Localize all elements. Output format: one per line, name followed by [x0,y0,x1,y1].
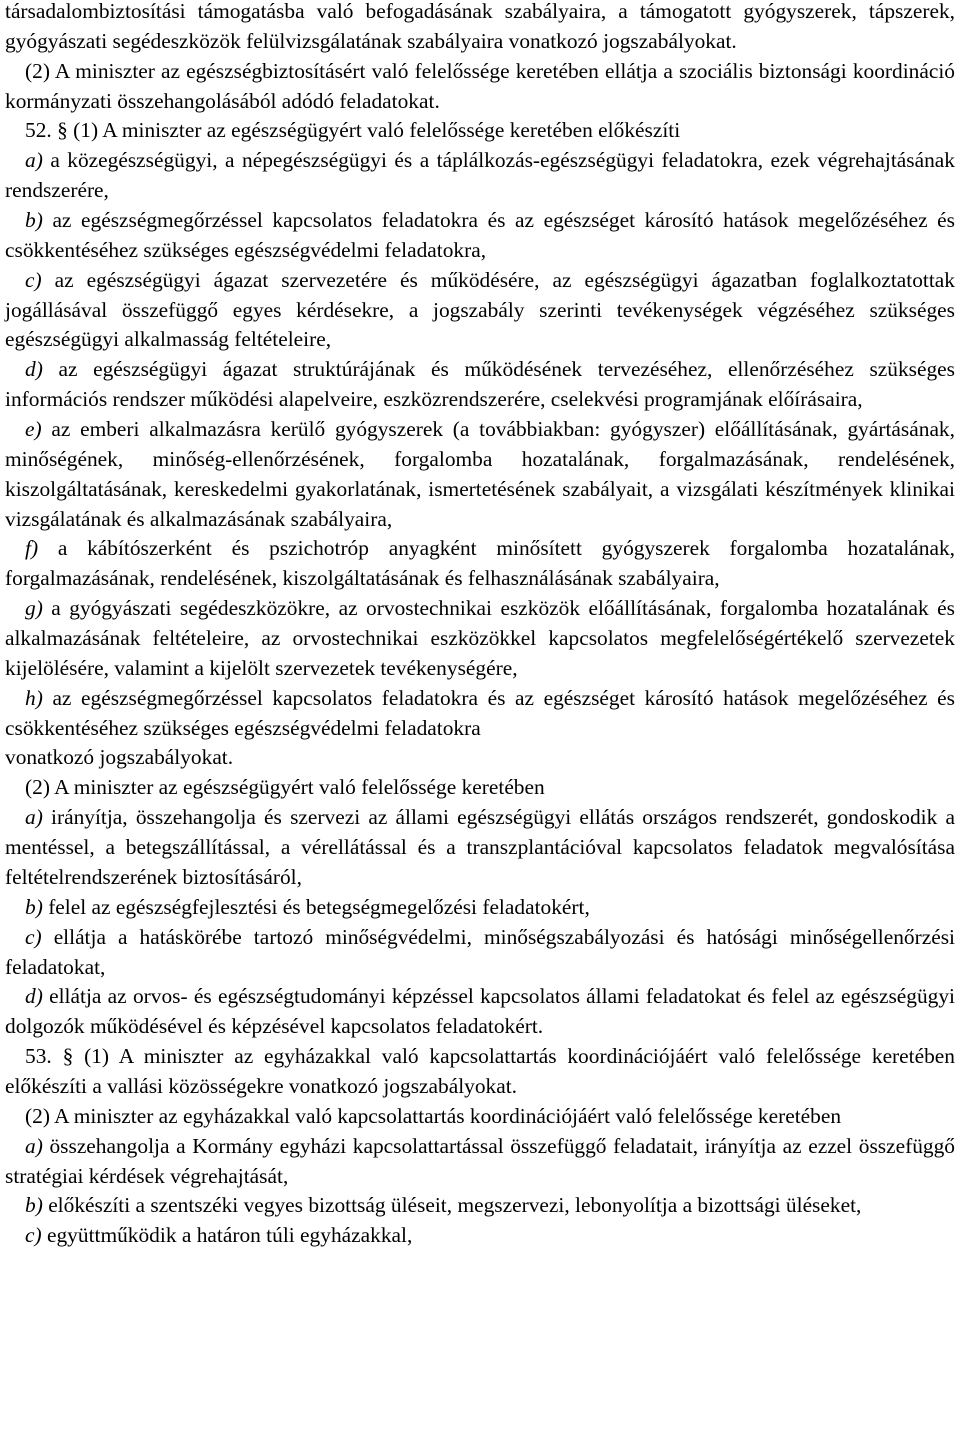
paragraph-text: a kábítószerként és pszichotróp anyagként minősített gyógyszerek forgalomba hozatalának, forgalmazásának, rendelésének, kiszolgáltatásának és felhasználásának szabályaira, [5,536,955,591]
paragraph-s52-1f [5,534,955,594]
paragraph-s52-1 [5,116,955,146]
paragraph-text: a közegészségügyi, a népegészségügyi és a táplálkozás-egészségügyi feladatokra, ezek végrehajtásának rendszerére, [5,148,955,203]
paragraph-text: vonatkozó jogszabályokat. [5,745,234,770]
list-marker: d) [25,984,43,1009]
paragraph-s53-2c [5,1221,955,1251]
paragraph-text: az egészségmegőrzéssel kapcsolatos feladatokra és az egészséget károsító hatások megelőzéséhez és csökkentéséhez szükséges egészségvédelmi feladatokra, [5,208,955,262]
list-marker: f) [25,536,39,561]
list-marker: c) [25,924,42,949]
paragraph-s53-2a [5,1132,955,1192]
list-marker: c) [25,267,42,292]
paragraph-text: (2) A miniszter az egészségügyért való felelőssége keretében [25,775,545,800]
paragraph-s52-1h [5,684,955,744]
list-marker: c) [25,1223,42,1248]
section-number: 53. § [25,1044,74,1069]
section-number: 52. § [25,118,68,143]
paragraph-text: összehangolja a Kormány egyházi kapcsolattartással összefüggő feladatait, irányítja az ezzel összefüggő stratégiai kérdések végrehajtását, [5,1133,955,1188]
paragraph-s53-2b [5,1191,955,1221]
paragraph-s52-1a [5,146,955,206]
paragraph-s52-1c [5,266,955,356]
paragraph-text: az egészségügyi ágazat struktúrájának és működésének tervezéséhez, ellenőrzéséhez szükséges információs rendszer működési alapelveire, eszközrendszerére, cselekvési programjának előírásaira, [5,357,955,412]
paragraph-text: előkészíti a szentszéki vegyes bizottság üléseit, megszervezi, lebonyolítja a bizottsági üléseket, [48,1193,862,1218]
paragraph-s52-2c [5,923,955,983]
document-page [5,0,955,1251]
paragraph-text: felel az egészségfejlesztési és betegségmegelőzési feladatokért, [48,894,590,919]
paragraph-text: (2) A miniszter az egészségbiztosításért való felelőssége keretében ellátja a szociális biztonsági koordináció kormányzati összehangolásából adódó feladatokat. [5,58,955,113]
paragraph-text: ellátja az orvos- és egészségtudományi képzéssel kapcsolatos állami feladatokat és felel az egészségügyi dolgozók működésével és képzésével kapcsolatos feladatokért. [5,984,955,1039]
paragraph-text: az emberi alkalmazásra kerülő gyógyszerek (a továbbiakban: gyógyszer) előállításának, gyártásának, minőségének, minőség-ellenőrzésének, forgalomba hozatalának, forgalmazásának, rendelésének, kiszolgáltatásának, kereskedelmi gyakorlatának, ismertetésének szabályait, a vizsgálati készítmények klinikai vizsgálatának és alkalmazásának szabályaira, [5,417,955,531]
list-marker: g) [25,596,43,621]
list-marker: a) [25,805,43,830]
list-marker: b) [25,208,43,233]
paragraph-text: (1) A miniszter az egészségügyért való felelőssége keretében előkészíti [73,118,681,143]
paragraph-text: ellátja a hatáskörébe tartozó minőségvédelmi, minőségszabályozási és hatósági minőségellenőrzési feladatokat, [5,924,955,979]
paragraph-text: az egészségügyi ágazat szervezetére és működésére, az egészségügyi ágazatban foglalkoztatottak jogállásával összefüggő egyes kérdésekre, a jogszabály szerinti tevékenységek végzéséhez szükséges egészségügyi alkalmasság feltételeire, [5,267,955,352]
paragraph-s52-2a [5,803,955,893]
paragraph-text: a gyógyászati segédeszközökre, az orvostechnikai eszközök előállításának, forgalomba hozatalának és alkalmazásának feltételeire, az orvostechnikai eszközökkel kapcsolatos megfelelőségértékelő szervezetek kijelölésére, valamint a kijelölt szervezetek tevékenységére, [5,596,955,680]
paragraph-text: (2) A miniszter az egyházakkal való kapcsolattartás koordinációjáért való felelőssége keretében [25,1103,842,1128]
paragraph-text: együttműködik a határon túli egyházakkal, [46,1223,413,1248]
paragraph-s52-2d [5,982,955,1042]
paragraph-s51-2 [5,57,955,117]
list-marker: e) [25,417,42,442]
list-marker: a) [25,1133,43,1158]
paragraph-text: társadalombiztosítási támogatásba való befogadásának szabályaira, a támogatott gyógyszerek, tápszerek, gyógyászati segédeszközök felülvizsgálatának szabályaira vonatkozó jogszabályokat. [5,0,955,53]
paragraph-s52-2 [5,773,955,803]
list-marker: a) [25,148,43,173]
paragraph-s52-1b [5,206,955,266]
paragraph-s52-1-tail [5,743,955,773]
list-marker: b) [25,894,43,919]
paragraph-s52-2b [5,893,955,923]
paragraph-cont [5,0,955,57]
list-marker: d) [25,357,43,382]
paragraph-text: az egészségmegőrzéssel kapcsolatos feladatokra és az egészséget károsító hatások megelőzéséhez és csökkentéséhez szükséges egészségvédelmi feladatokra [5,685,955,740]
list-marker: b) [25,1193,43,1218]
paragraph-s53-2 [5,1102,955,1132]
paragraph-s52-1e [5,415,955,534]
list-marker: h) [25,685,43,710]
paragraph-s52-1g [5,594,955,684]
paragraph-text: (1) A miniszter az egyházakkal való kapcsolattartás koordinációjáért való felelőssége keretében előkészíti a vallási közösségekre vonatkozó jogszabályokat. [5,1044,956,1098]
paragraph-s53-1 [5,1042,955,1102]
paragraph-s52-1d [5,355,955,415]
paragraph-text: irányítja, összehangolja és szervezi az állami egészségügyi ellátás országos rendszerét, gondoskodik a mentéssel, a betegszállítással, a vérellátással és a transzplantációval kapcsolatos feladatok megvalósítása feltételrendszerének biztosításáról, [5,805,955,889]
